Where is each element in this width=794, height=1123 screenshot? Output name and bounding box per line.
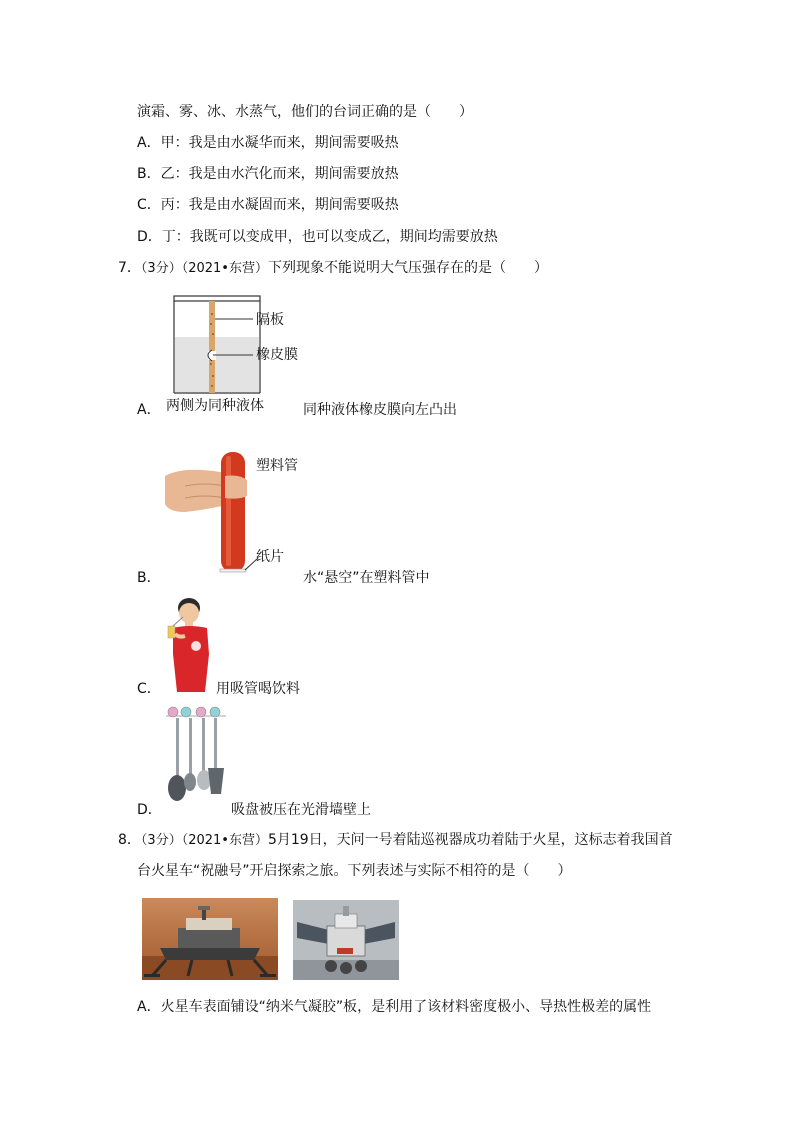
question-meta: （3分）（2021•东营） xyxy=(140,261,268,276)
zhurong-rover-photo xyxy=(293,900,399,980)
q7-option-b xyxy=(137,569,161,587)
option-text: 火星车表面铺设“纳米气凝胶”板，是利用了该材料密度极小、导热性极差的属性 xyxy=(160,999,652,1015)
q7-option-d-caption: 吸盘被压在光滑墙壁上 xyxy=(231,802,371,818)
option-text: 乙：我是由水汽化而来，期间需要放热 xyxy=(160,166,399,182)
question-number: 8． xyxy=(118,832,141,848)
label-plastic-tube: 塑料管 xyxy=(256,458,298,474)
q7-option-c xyxy=(137,680,161,698)
q6-option-c xyxy=(137,196,399,214)
option-letter: C． xyxy=(137,197,161,213)
option-letter: A． xyxy=(137,402,161,418)
option-letter: A． xyxy=(137,135,161,151)
option-letter: B． xyxy=(137,166,161,182)
boy-drinking-figure xyxy=(165,596,215,692)
figure-note-same-liquid: 两侧为同种液体 xyxy=(166,398,264,414)
mars-lander-photo xyxy=(142,898,278,980)
q8-option-a xyxy=(137,998,651,1016)
question-stem-line1: 5月19日，天问一号着陆巡视器成功着陆于火星，这标志着我国首 xyxy=(267,832,673,848)
q7-option-a xyxy=(137,401,161,419)
option-text: 丙：我是由水凝固而来，期间需要吸热 xyxy=(160,197,399,213)
q7-header xyxy=(118,259,548,278)
label-partition: 隔板 xyxy=(256,312,284,328)
option-letter: B． xyxy=(137,570,161,586)
option-letter: C． xyxy=(137,681,161,697)
option-letter: D． xyxy=(137,229,162,245)
container-partition-figure xyxy=(170,294,310,396)
option-letter: D． xyxy=(137,802,162,818)
q8-stem-line2: 台火星车“祝融号”开启探索之旅。下列表述与实际不相符的是（ ） xyxy=(137,863,572,879)
q7-option-b-caption: 水“悬空”在塑料管中 xyxy=(303,570,430,586)
question-stem: 下列现象不能说明大气压强存在的是（ ） xyxy=(267,260,548,276)
label-paper: 纸片 xyxy=(256,549,284,565)
q6-intro: 演霜、雾、冰、水蒸气，他们的台词正确的是（ ） xyxy=(137,104,473,120)
q6-option-b xyxy=(137,165,399,183)
q6-option-d xyxy=(137,228,498,246)
q7-option-c-caption: 用吸管喝饮料 xyxy=(216,681,300,697)
q7-option-d xyxy=(137,801,162,819)
q7-option-a-caption: 同种液体橡皮膜向左凸出 xyxy=(303,402,457,418)
question-meta: （3分）（2021•东营） xyxy=(140,833,268,848)
question-number: 7． xyxy=(118,260,141,276)
label-membrane: 橡皮膜 xyxy=(256,347,298,363)
option-letter: A． xyxy=(137,999,161,1015)
suction-cup-utensils-figure xyxy=(164,704,230,806)
q8-header xyxy=(118,831,673,850)
option-text: 丁：我既可以变成甲，也可以变成乙，期间均需要放热 xyxy=(161,229,498,245)
q6-option-a xyxy=(137,134,399,152)
option-text: 甲：我是由水凝华而来，期间需要吸热 xyxy=(160,135,399,151)
